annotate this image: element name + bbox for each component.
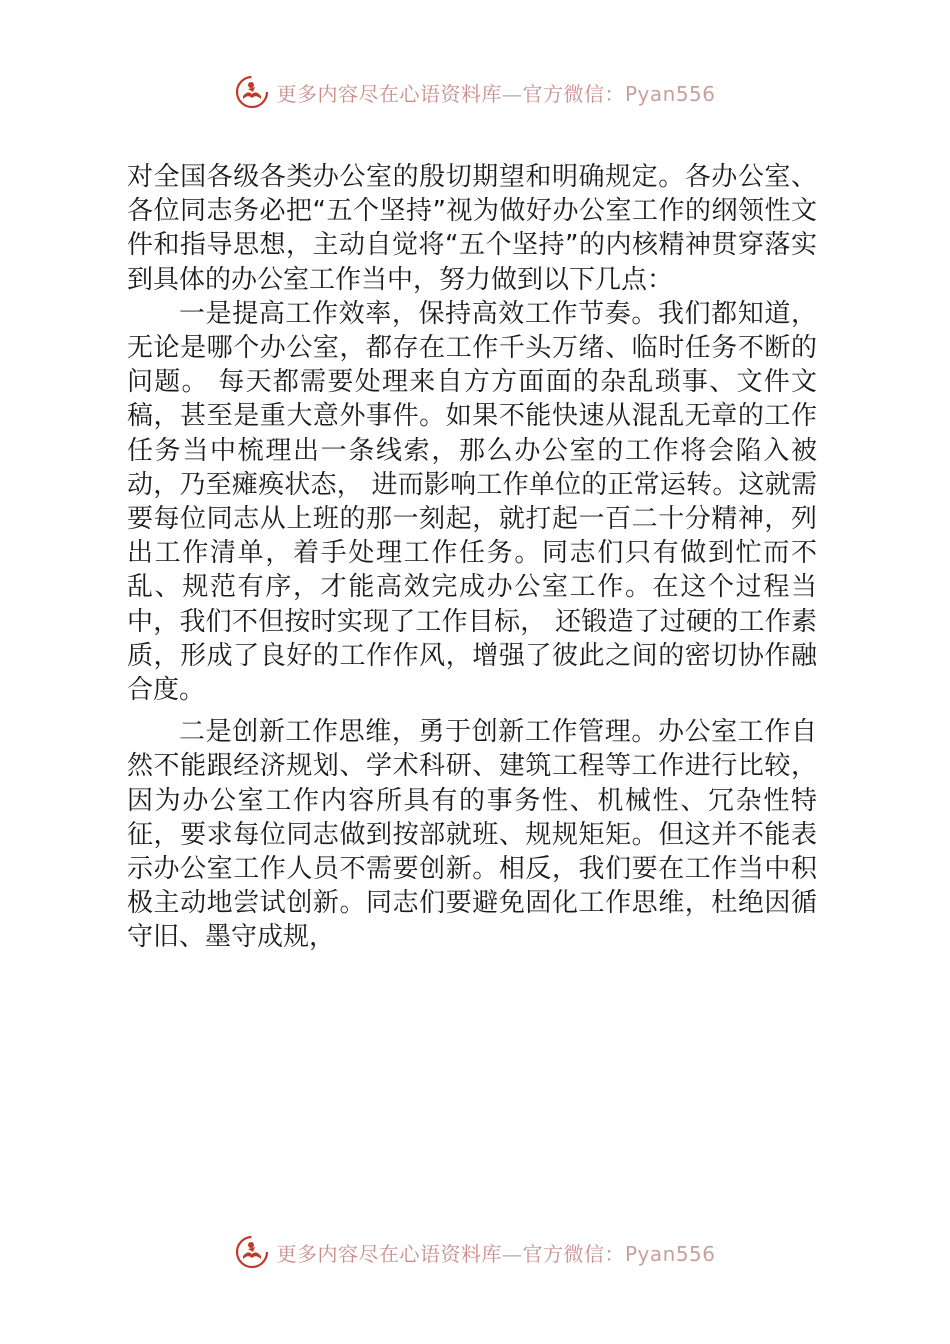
body-paragraph-3: 二是创新工作思维，勇于创新工作管理。办公室工作自然不能跟经济规划、学术科研、建筑工程等工作进行比较，因为办公室工作内容所具有的事务性、机械性、冗杂性特征，要求每位同志做到按部就班、规规矩矩。但这并不能表示办公室工作人员不需要创新。相反，我们要在工作当中积极主动地尝试创新。同志们要避免固化工作思维，杜绝因循守旧、墨守成规， — [127, 717, 817, 953]
footer-banner-separator: — — [501, 1241, 523, 1266]
book-logo-icon — [234, 74, 270, 110]
header-banner-separator: — — [501, 81, 523, 106]
footer-banner-wechat-id: Pyan556 — [624, 1241, 716, 1266]
header-banner-wechat-id: Pyan556 — [624, 81, 716, 106]
book-logo-icon — [234, 1234, 270, 1270]
footer-banner-wechat-label: 官方微信： — [522, 1241, 625, 1266]
header-banner-inner — [234, 74, 715, 110]
header-banner — [0, 72, 950, 112]
body-paragraph-2: 一是提高工作效率，保持高效工作节奏。我们都知道，无论是哪个办公室，都存在工作千头万绪、临时任务不断的问题。 每天都需要处理来自方方面面的杂乱琐事、文件文稿，甚至是重大意外事件。如果不能快速从混乱无章的工作任务当中梳理出一条线索，那么办公室的工作将会陷入被动，乃至瘫痪状态， 进而影响工作单位的正常运转。这就需要每位同志从上班的那一刻起，就打起一百二十分精神，列出工作清单，着手处理工作任务。同志们只有做到忙而不乱、规范有序，才能高效完成办公室工作。在这个过程当中，我们不但按时实现了工作目标， 还锻造了过硬的工作素质，形成了良好的工作作风，增强了彼此之间的密切协作融合度。 — [127, 298, 817, 706]
header-banner-slogan: 更多内容尽在心语资料库 — [276, 81, 502, 106]
header-banner-text — [276, 78, 715, 107]
document-body — [127, 160, 817, 955]
footer-banner-text — [276, 1238, 715, 1267]
header-banner-wechat-label: 官方微信： — [522, 81, 625, 106]
footer-banner-slogan: 更多内容尽在心语资料库 — [276, 1241, 502, 1266]
footer-banner — [0, 1232, 950, 1272]
body-paragraph-1: 对全国各级各类办公室的殷切期望和明确规定。各办公室、各位同志务必把“五个坚持”视为做好办公室工作的纲领性文件和指导思想，主动自觉将“五个坚持”的内核精神贯穿落实到具体的办公室工作当中，努力做到以下几点： — [127, 162, 817, 295]
footer-banner-inner — [234, 1234, 715, 1270]
